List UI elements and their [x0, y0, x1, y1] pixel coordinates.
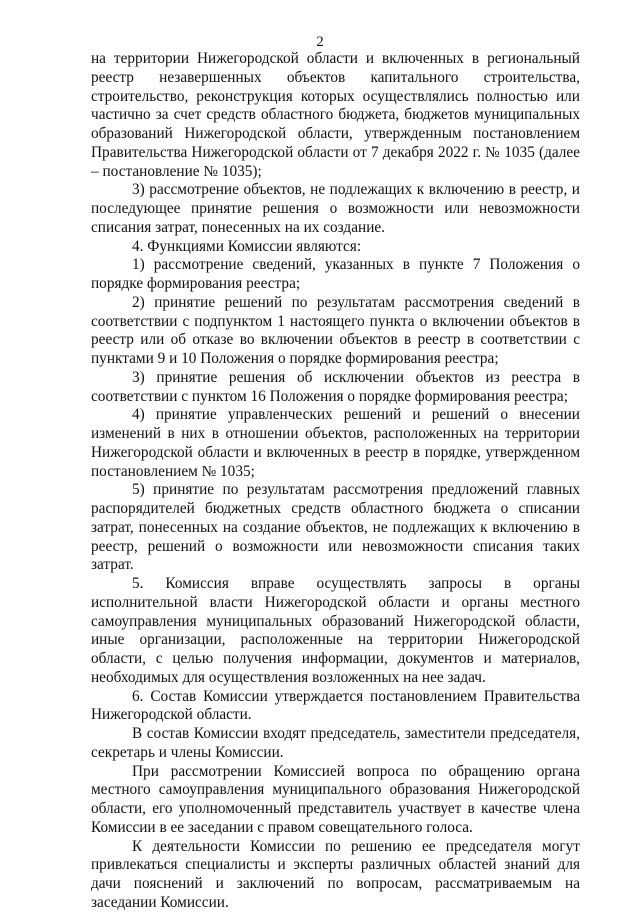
paragraph-section-4-heading: 4. Функциями Комиссии являются:: [132, 237, 362, 255]
paragraph-item-3-review: 3) рассмотрение объектов, не подлежащих к включению в реестр, и последующее принятие решения о возможности или невозможности списания затрат, понесенных на их создание.: [91, 181, 580, 236]
paragraph-specialists: К деятельности Комиссии по решению ее председателя могут привлекаться специалисты и эксперты различных областей знаний для дачи пояснений и заключений по вопросам, рассматриваемым на заседании Комиссии.: [91, 837, 580, 911]
paragraph-function-1: 1) рассмотрение сведений, указанных в пункте 7 Положения о порядке формирования реестра;: [91, 256, 580, 292]
paragraph-function-3: 3) принятие решения об исключении объектов из реестра в соответствии с пунктом 16 Положения о порядке формирования реестра;: [91, 368, 580, 405]
paragraph-municipal-representative: При рассмотрении Комиссией вопроса по обращению органа местного самоуправления муниципального образования Нижегородской области, его уполномоченный представитель участвует в качестве члена Комиссии в ее заседании с правом совещательного голоса.: [91, 762, 580, 836]
paragraph-function-2: 2) принятие решений по результатам рассмотрения сведений в соответствии с подпунктом 1 настоящего пункта о включении объектов в реестр или об отказе во включении объектов в реестр в соответствии с пунктами 9 и 10 Положения о порядке формирования реестра;: [91, 293, 580, 367]
page-number: 2: [316, 34, 324, 50]
paragraph-composition: В состав Комиссии входят председатель, заместители председателя, секретарь и члены Комиссии.: [91, 725, 580, 761]
document-body: [91, 50, 580, 913]
paragraph-section-5: 5. Комиссия вправе осуществлять запросы в органы исполнительной власти Нижегородской области и органы местного самоуправления муниципальных образований Нижегородской области, иные организации, расположенные на территории Нижегородской области, с целью получения информации, документов и материалов, необходимых для осуществления возложенных на нее задач.: [91, 575, 580, 686]
paragraph-intro-continuation: на территории Нижегородской области и включенных в региональный реестр незавершенных объектов капитального строительства, строительство, реконструкция которых осуществлялись полностью или частично за счет средств областного бюджета, бюджетов муниципальных образований Нижегородской области, утвержденным постановлением Правительства Нижегородской области от 7 декабря 2022 г. № 1035 (далее – постановление № 1035);: [91, 50, 580, 180]
paragraph-function-5: 5) принятие по результатам рассмотрения предложений главных распорядителей бюджетных средств областного бюджета о списании затрат, понесенных на создание объектов, не подлежащих к включению в реестр, решений о возможности или невозможности списания таких затрат.: [91, 481, 580, 574]
paragraph-section-6: 6. Состав Комиссии утверждается постановлением Правительства Нижегородской области.: [91, 687, 580, 724]
paragraph-function-4: 4) принятие управленческих решений и решений о внесении изменений в них в отношении объектов, расположенных на территории Нижегородской области и включенных в реестр в порядке, утвержденном постановлением № 1035;: [91, 406, 580, 480]
